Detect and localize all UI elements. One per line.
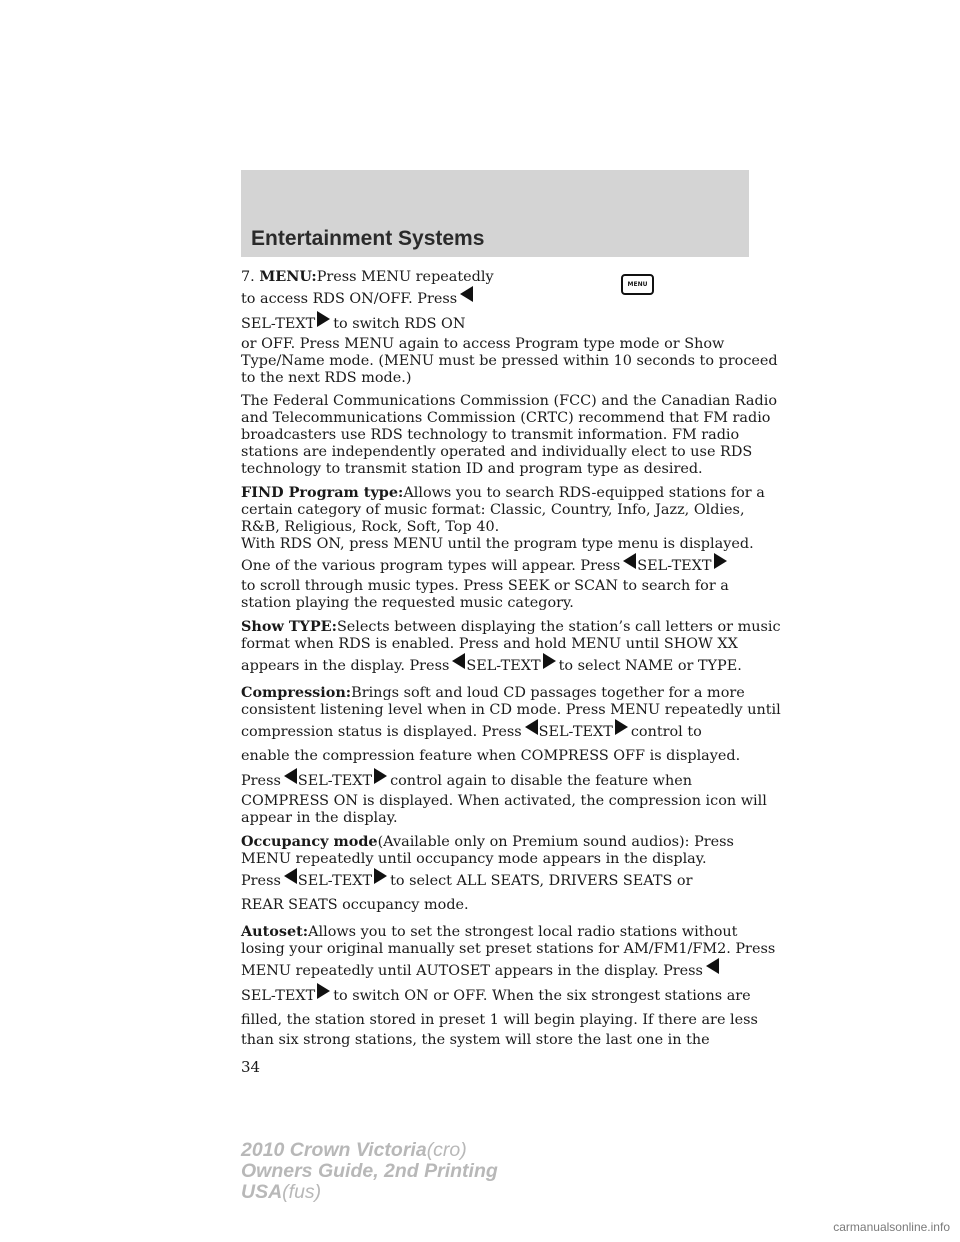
- seek-right-arrow-icon: [374, 768, 387, 784]
- seek-right-arrow-icon: [317, 983, 330, 999]
- show-type-paragraph: Show TYPE:Selects between displaying the station’s call letters or music format when RDS is enabled. Press and hold MENU until SHOW XX appears in the display. Press SEL-TEXT to select NAME or TYPE.: [241, 618, 781, 674]
- section-title: Entertainment Systems: [251, 227, 485, 250]
- menu-button-icon: MENU: [621, 274, 654, 295]
- body-text: [241, 268, 781, 1055]
- find-heading: FIND Program type:: [241, 484, 404, 501]
- autoset-heading: Autoset:: [241, 923, 309, 940]
- compression-paragraph: Compression:Brings soft and loud CD passages together for a more consistent listening level when in CD mode. Press MENU repeatedly until compression status is displayed. Press SEL-TEXT control to enable the compression feature when COMPRESS OFF is displayed. Press SEL-TEXT control again to disable the feature when COMPRESS ON is displayed. When activated, the compression icon will appear in the display.: [241, 684, 781, 826]
- autoset-paragraph: Autoset:Allows you to set the strongest local radio stations without losing your original manually set preset stations for AM/FM1/FM2. Press MENU repeatedly until AUTOSET appears in the display. Press SEL-TEXT to switch ON or OFF. When the six strongest stations are filled, the station stored in preset 1 will begin playing. If there are less than six strong stations, the system will store the last one in the: [241, 923, 776, 1048]
- seek-right-arrow-icon: [317, 311, 330, 327]
- seek-right-arrow-icon: [374, 868, 387, 884]
- footer: 2010 Crown Victoria(cro) Owners Guide, 2nd Printing USA(fus): [241, 1139, 498, 1203]
- occupancy-heading: Occupancy mode: [241, 833, 378, 850]
- seek-left-arrow-icon: [452, 653, 465, 669]
- footer-model: 2010 Crown Victoria: [241, 1139, 427, 1161]
- seek-left-arrow-icon: [706, 958, 719, 974]
- seek-left-arrow-icon: [525, 719, 538, 735]
- compression-heading: Compression:: [241, 684, 352, 701]
- footer-printing: Owners Guide, 2nd Printing: [241, 1160, 498, 1182]
- seek-left-arrow-icon: [284, 768, 297, 784]
- seek-left-arrow-icon: [460, 286, 473, 302]
- seek-right-arrow-icon: [615, 719, 628, 735]
- show-type-heading: Show TYPE:: [241, 618, 337, 635]
- occupancy-paragraph: Occupancy mode(Available only on Premium sound audios): Press MENU repeatedly until occupancy mode appears in the display. Press SEL-TEXT to select ALL SEATS, DRIVERS SEATS or REAR SEATS occupancy mode.: [241, 833, 734, 913]
- seek-right-arrow-icon: [714, 553, 727, 569]
- seek-left-arrow-icon: [623, 553, 636, 569]
- footer-region: USA: [241, 1181, 283, 1203]
- menu-heading: MENU:: [259, 268, 317, 285]
- fcc-paragraph: The Federal Communications Commission (FCC) and the Canadian Radio and Telecommunications Commission (CRTC) recommend that FM radio broadcasters use RDS technology to transmit information. FM radio stations are independently operated and individually elect to use RDS technology to transmit station ID and program type as desired.: [241, 393, 777, 477]
- watermark: carmanualsonline.info: [833, 1220, 950, 1234]
- seek-left-arrow-icon: [284, 868, 297, 884]
- section-header-bar: [241, 170, 749, 257]
- menu-paragraph: 7. MENU:Press MENU repeatedly to access RDS ON/OFF. Press SEL-TEXT to switch RDS ON or OFF. Press MENU again to access Program type mode or Show Type/Name mode. (MENU must be pressed within 10 seconds to proceed to the next RDS mode.): [241, 268, 778, 386]
- seek-right-arrow-icon: [543, 653, 556, 669]
- page-number: 34: [241, 1058, 261, 1076]
- find-program-paragraph: FIND Program type:Allows you to search RDS-equipped stations for a certain category of music format: Classic, Country, Info, Jazz, Oldies, R&B, Religious, Rock, Soft, Top 40. With RDS ON, press MENU until the program type menu is displayed. One of the various program types will appear. Press SEL-TEXT to scroll through music types. Press SEEK or SCAN to search for a station playing the requested music category.: [241, 484, 765, 611]
